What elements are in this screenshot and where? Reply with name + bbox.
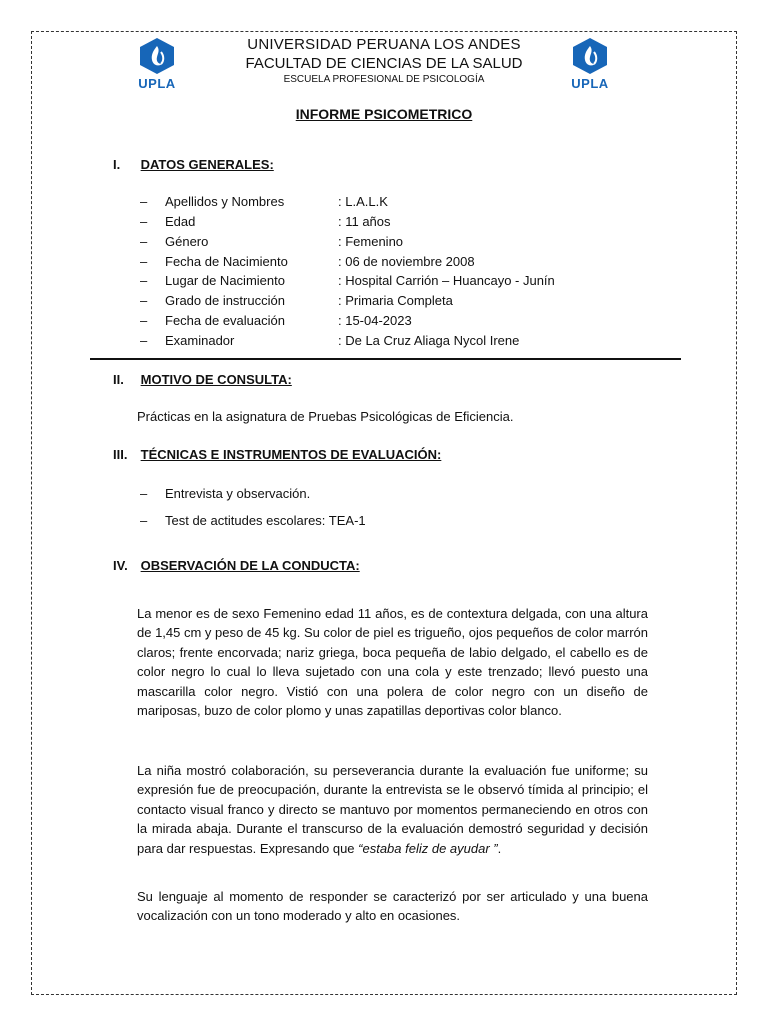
datos-value: : Hospital Carrión – Huancayo - Junín (338, 273, 555, 288)
report-title: INFORME PSICOMETRICO (295, 106, 473, 122)
section-heading-observacion (113, 558, 360, 573)
section-number: II. (113, 372, 124, 387)
observacion-paragraph-2 (137, 761, 648, 858)
school-name: ESCUELA PROFESIONAL DE PSICOLOGÍA (283, 74, 485, 85)
section-label: MOTIVO DE CONSULTA: (140, 372, 292, 387)
motivo-text: Prácticas en la asignatura de Pruebas Psicológicas de Eficiencia. (137, 409, 514, 424)
section-label: DATOS GENERALES: (140, 157, 274, 172)
dash-bullet: – (140, 333, 148, 348)
university-name: UNIVERSIDAD PERUANA LOS ANDES (247, 36, 521, 53)
datos-value: : De La Cruz Aliaga Nycol Irene (338, 333, 520, 348)
paragraph-text: La niña mostró colaboración, su perseverancia durante la evaluación fue uniforme; su expresión fue de preocupación, durante la entrevista se le observó tímida al principio; el contacto visual franco y directo se mantuvo por momentos permaneciendo en otros con la mirada abaja. Durante el transcurso de la evaluación demostró seguridad y decisión para dar respuestas. Expresando que (137, 763, 648, 856)
datos-value: : Primaria Completa (338, 293, 453, 308)
section-number: III. (113, 447, 128, 462)
section-label: TÉCNICAS E INSTRUMENTOS DE EVALUACIÓN: (140, 447, 442, 462)
section-number: I. (113, 157, 121, 172)
datos-key: Apellidos y Nombres (165, 194, 285, 209)
faculty-name: FACULTAD DE CIENCIAS DE LA SALUD (245, 55, 523, 72)
observacion-paragraph-3: Su lenguaje al momento de responder se caracterizó por ser articulado y una buena vocalización con un tono moderado y alto en ocasiones. (137, 889, 648, 924)
datos-value: : Femenino (338, 234, 404, 249)
datos-value: : 15-04-2023 (338, 313, 412, 328)
section-heading-motivo (113, 372, 292, 387)
datos-value: : L.A.L.K (338, 194, 388, 209)
tecnica-text: Entrevista y observación. (165, 486, 311, 501)
datos-key: Fecha de evaluación (165, 313, 285, 328)
datos-key: Fecha de Nacimiento (165, 254, 288, 269)
horizontal-divider (90, 358, 681, 360)
dash-bullet: – (140, 486, 148, 501)
dash-bullet: – (140, 273, 148, 288)
logo-text: UPLA (138, 76, 176, 91)
section-number: IV. (113, 558, 128, 573)
dash-bullet: – (140, 254, 148, 269)
section-heading-datos (113, 157, 274, 172)
dash-bullet: – (140, 194, 148, 209)
datos-key: Grado de instrucción (165, 293, 285, 308)
datos-key: Edad (165, 214, 196, 229)
datos-key: Lugar de Nacimiento (165, 273, 285, 288)
dash-bullet: – (140, 313, 148, 328)
datos-value: : 11 años (338, 214, 391, 229)
dash-bullet: – (140, 293, 148, 308)
dash-bullet: – (140, 234, 148, 249)
dash-bullet: – (140, 513, 148, 528)
observacion-paragraph-1: La menor es de sexo Femenino edad 11 años, es de contextura delgada, con una altura de 1,45 cm y peso de 45 kg. Su color de piel es trigueño, ojos pequeños de color marrón claros; frente encorvada; nariz griega, boca pequeña de labio delgado, el cabello es de color negro lo cual lo lleva sujetado con una cola y este trenzado; llevó puesto una mascarilla color negro. Vistió con una polera de color negro con un diseño de mariposas, buzo de color plomo y unas zapatillas deportivas color blanco. (137, 606, 648, 719)
logo-text: UPLA (571, 76, 609, 91)
datos-key: Género (165, 234, 209, 249)
section-heading-tecnicas (113, 447, 441, 462)
paragraph-end: . (497, 840, 502, 856)
section-label: OBSERVACIÓN DE LA CONDUCTA: (140, 558, 360, 573)
tecnica-text: Test de actitudes escolares: TEA-1 (165, 513, 366, 528)
datos-key: Examinador (165, 333, 235, 348)
quote-text: “estaba feliz de ayudar ” (358, 840, 498, 856)
dash-bullet: – (140, 214, 148, 229)
datos-value: : 06 de noviembre 2008 (338, 254, 475, 269)
